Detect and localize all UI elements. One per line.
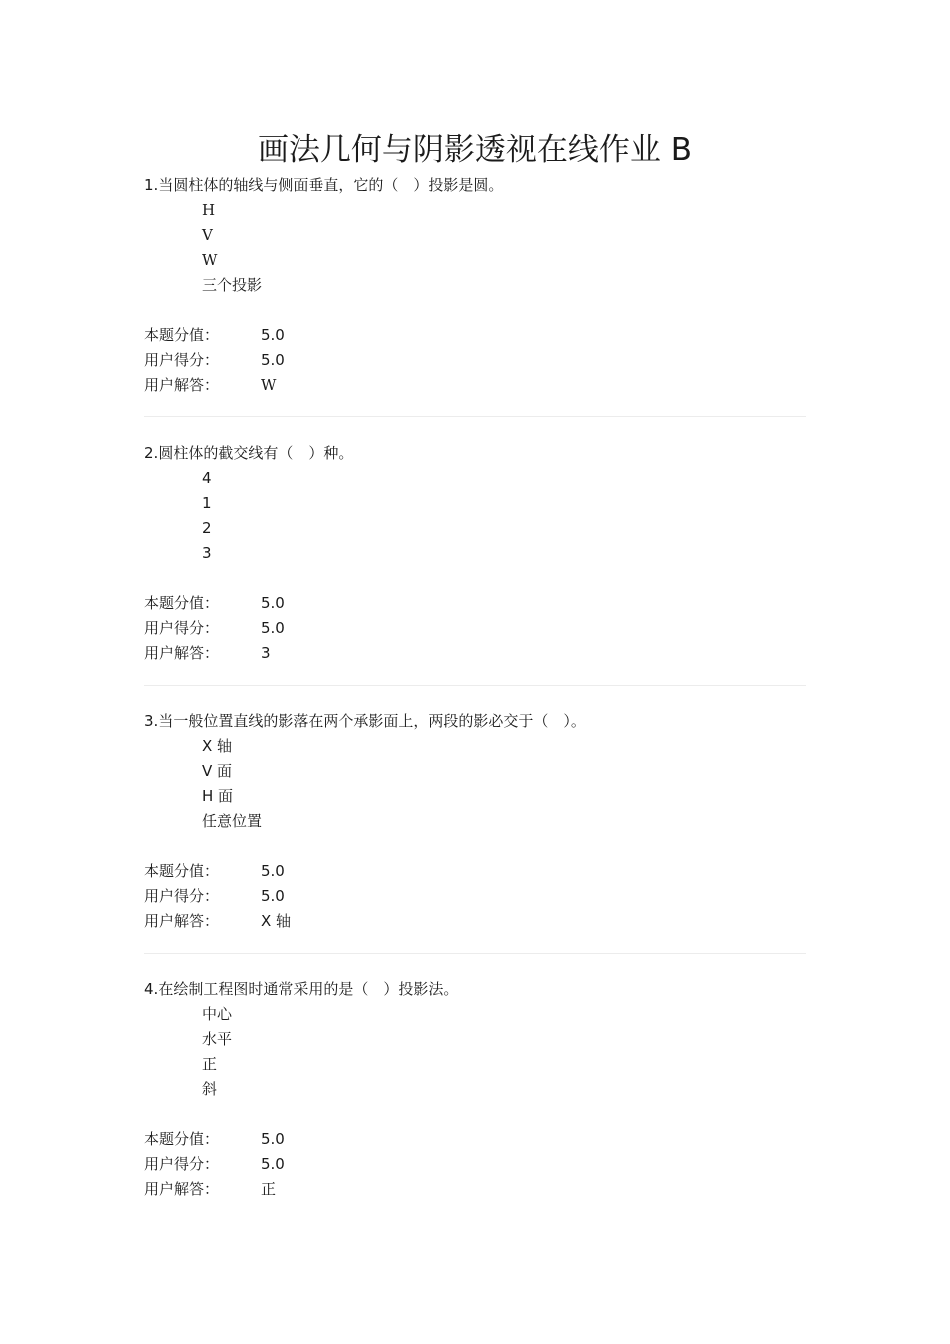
question-2 bbox=[144, 441, 806, 666]
divider bbox=[144, 416, 806, 417]
user-answer-label: 用户解答： bbox=[144, 376, 220, 394]
score-label: 本题分值： bbox=[144, 594, 220, 612]
user-answer-row bbox=[144, 373, 806, 398]
user-score-label: 用户得分： bbox=[144, 351, 220, 369]
user-score-row bbox=[144, 616, 806, 641]
question-stem bbox=[144, 441, 806, 466]
user-answer-value: X 轴 bbox=[261, 912, 292, 930]
user-answer-row bbox=[144, 1177, 806, 1202]
user-score-value: 5.0 bbox=[261, 351, 285, 369]
user-score-label: 用户得分： bbox=[144, 619, 220, 637]
question-number: 2. bbox=[144, 444, 159, 462]
option-d: 任意位置 bbox=[202, 812, 263, 830]
user-answer-label: 用户解答： bbox=[144, 644, 220, 662]
option-d: 3 bbox=[202, 544, 212, 562]
user-score-row bbox=[144, 348, 806, 373]
option-b: 1 bbox=[202, 494, 212, 512]
option-c: W bbox=[202, 251, 218, 269]
question-number: 3. bbox=[144, 712, 159, 730]
option-b: 水平 bbox=[202, 1030, 233, 1048]
score-row bbox=[144, 1127, 806, 1152]
score-label: 本题分值： bbox=[144, 1130, 220, 1148]
question-3 bbox=[144, 709, 806, 934]
question-text: 当一般位置直线的影落在两个承影面上，两段的影必交于（ ）。 bbox=[158, 712, 586, 730]
question-4 bbox=[144, 977, 806, 1202]
option-list bbox=[202, 734, 806, 834]
user-score-row bbox=[144, 884, 806, 909]
option-a: 4 bbox=[202, 469, 212, 487]
option-list bbox=[202, 198, 806, 298]
user-answer-row bbox=[144, 641, 806, 666]
option-c: 2 bbox=[202, 519, 212, 537]
page-title: 画法几何与阴影透视在线作业 B bbox=[257, 132, 693, 168]
option-a: H bbox=[202, 201, 216, 219]
user-answer-row bbox=[144, 909, 806, 934]
score-label: 本题分值： bbox=[144, 326, 220, 344]
question-stem bbox=[144, 173, 806, 198]
score-value: 5.0 bbox=[261, 862, 285, 880]
score-row bbox=[144, 323, 806, 348]
question-stem bbox=[144, 977, 806, 1002]
user-score-label: 用户得分： bbox=[144, 1155, 220, 1173]
option-d: 三个投影 bbox=[202, 276, 263, 294]
score-value: 5.0 bbox=[261, 594, 285, 612]
user-score-value: 5.0 bbox=[261, 887, 285, 905]
user-answer-label: 用户解答： bbox=[144, 1180, 220, 1198]
option-a: 中心 bbox=[202, 1005, 233, 1023]
user-answer-value: W bbox=[261, 376, 277, 394]
option-list bbox=[202, 1002, 806, 1102]
score-value: 5.0 bbox=[261, 326, 285, 344]
question-text: 圆柱体的截交线有（ ）种。 bbox=[158, 444, 354, 462]
user-score-value: 5.0 bbox=[261, 1155, 285, 1173]
user-score-label: 用户得分： bbox=[144, 887, 220, 905]
divider bbox=[144, 953, 806, 954]
divider bbox=[144, 685, 806, 686]
score-label: 本题分值： bbox=[144, 862, 220, 880]
option-c: 正 bbox=[202, 1055, 218, 1073]
question-1 bbox=[144, 173, 806, 398]
user-score-value: 5.0 bbox=[261, 619, 285, 637]
score-value: 5.0 bbox=[261, 1130, 285, 1148]
option-b: V 面 bbox=[202, 762, 233, 780]
user-answer-value: 正 bbox=[261, 1180, 277, 1198]
user-answer-label: 用户解答： bbox=[144, 912, 220, 930]
option-a: X 轴 bbox=[202, 737, 233, 755]
option-b: V bbox=[202, 226, 213, 244]
user-score-row bbox=[144, 1152, 806, 1177]
option-d: 斜 bbox=[202, 1080, 218, 1098]
score-row bbox=[144, 859, 806, 884]
question-text: 在绘制工程图时通常采用的是（ ）投影法。 bbox=[158, 980, 459, 998]
question-number: 4. bbox=[144, 980, 159, 998]
question-number: 1. bbox=[144, 176, 159, 194]
option-c: H 面 bbox=[202, 787, 234, 805]
option-list bbox=[202, 466, 806, 566]
user-answer-value: 3 bbox=[261, 644, 271, 662]
question-text: 当圆柱体的轴线与侧面垂直，它的（ ）投影是圆。 bbox=[158, 176, 504, 194]
question-stem bbox=[144, 709, 806, 734]
score-row bbox=[144, 591, 806, 616]
